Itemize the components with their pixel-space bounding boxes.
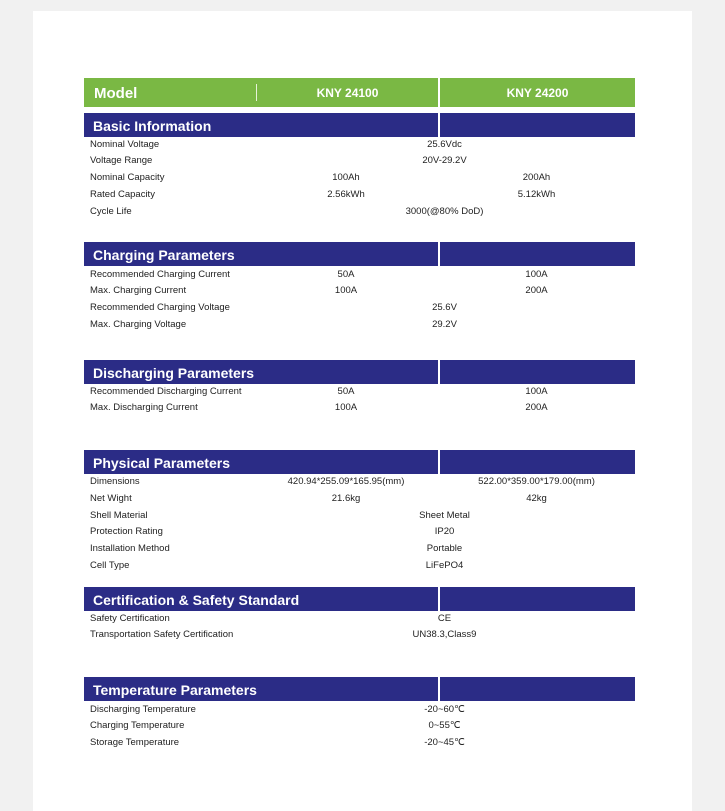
section-title: Discharging Parameters [93,365,255,381]
section-title: Temperature Parameters [93,682,257,698]
model-col1: KNY 24100 [316,86,379,100]
model-label: Model [94,85,138,102]
section-title: Physical Parameters [93,455,230,471]
section-title: Charging Parameters [93,247,235,263]
section-header-discharging [84,360,635,384]
section-title: Certification & Safety Standard [93,592,300,608]
section-title: Basic Information [93,118,212,134]
section-header-physical [84,450,635,474]
section-header-temperature [84,677,635,701]
section-header-charging [84,242,635,266]
section-header-basic [84,113,635,137]
model-col2: KNY 24200 [506,86,569,100]
model-header [84,78,635,107]
section-header-certification [84,587,635,611]
